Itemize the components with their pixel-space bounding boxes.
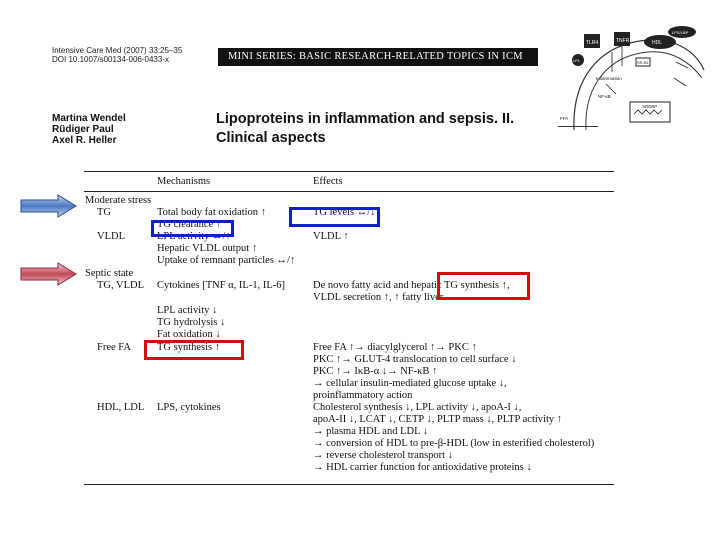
effect-cell: Cholesterol synthesis ↓, LPL activity ↓, apoA-I ↓, — [313, 402, 522, 413]
mechanism-cell: Uptake of remnant particles ↔/↑ — [157, 255, 296, 266]
row-label: VLDL — [97, 231, 125, 242]
row-group-heading: Septic state — [85, 268, 134, 279]
highlight-box-tg-synthesis-mechanism — [144, 340, 244, 360]
thumb-label-inflammation: Inflammation — [596, 76, 622, 81]
row-group-heading: Moderate stress — [85, 195, 152, 206]
row-label: TG — [97, 207, 111, 218]
mechanism-cell: LPL activity ↔/↑ — [157, 231, 231, 242]
mechanism-cell: Cytokines [TNF α, IL-1, IL-6] — [157, 280, 285, 291]
effect-cell: → conversion of HDL to pre-β-HDL (low in esterified cholesterol) — [313, 438, 595, 449]
effect-cell: Free FA ↑→ diacylglycerol ↑→ PKC ↑ — [313, 342, 477, 353]
mechanism-cell: TG hydrolysis ↓ — [157, 317, 226, 328]
author-2: Rüdiger Paul — [52, 124, 114, 135]
mechanism-cell: Fat oxidation ↓ — [157, 329, 221, 340]
effect-cell: De novo fatty acid and hepatic TG synthesis ↑, — [313, 280, 510, 291]
column-header-effects: Effects — [313, 176, 343, 187]
author-1: Martina Wendel — [52, 113, 126, 124]
thumb-label-lps: LPS/LBP — [672, 30, 689, 35]
effect-cell: → cellular insulin-mediated glucose uptake ↓, — [313, 378, 507, 389]
thumb-label-tlr4: TLR4 — [586, 40, 599, 46]
thumb-label-srb1: SR-B1 — [637, 60, 649, 65]
thumb-label-ffa: FFA — [560, 116, 569, 121]
series-banner: MINI SERIES: BASIC RESEARCH-RELATED TOPICS IN ICM — [218, 48, 538, 66]
highlight-box-tg-clearance — [151, 220, 234, 237]
thumb-label-lpl: LPL — [573, 58, 581, 63]
effect-cell: → HDL carrier function for antioxidative proteins ↓ — [313, 462, 532, 473]
arrow-right-icon-moderate-stress — [20, 194, 78, 218]
thumb-label-srebp: SREBP — [642, 104, 658, 109]
mechanism-cell: Hepatic VLDL output ↑ — [157, 243, 258, 254]
effect-cell: VLDL ↑ — [313, 231, 349, 242]
title-line-2: Clinical aspects — [216, 130, 326, 146]
row-label: HDL, LDL — [97, 402, 145, 413]
effect-cell: VLDL secretion ↑, ↑ fatty liver — [313, 292, 444, 303]
mechanism-cell: TG synthesis ↑ — [157, 342, 220, 353]
arrow-right-icon-septic-state — [20, 262, 78, 286]
effect-cell: TG levels ↔/↓ — [313, 207, 376, 218]
thumb-label-hdl: HDL — [652, 40, 663, 46]
effect-cell: apoA-II ↓, LCAT ↓, CETP ↓, PLTP mass ↓, PLTP activity ↑ — [313, 414, 562, 425]
highlight-box-tg-synthesis-effect — [437, 272, 530, 300]
mechanism-cell: TG clearance ↑ — [157, 219, 222, 230]
effect-cell: → reverse cholesterol transport ↓ — [313, 450, 453, 461]
effect-cell: → plasma HDL and LDL ↓ — [313, 426, 428, 437]
row-label: TG, VLDL — [97, 280, 145, 291]
thumb-label-nfkb: NF-κB — [598, 94, 611, 99]
effect-cell: PKC ↑→ IκB-α ↓→ NF-κB ↑ — [313, 366, 438, 377]
effect-cell: PKC ↑→ GLUT-4 translocation to cell surface ↓ — [313, 354, 517, 365]
journal-line-1: Intensive Care Med (2007) 33:25–35 — [52, 46, 183, 55]
mechanism-cell: LPL activity ↓ — [157, 305, 218, 316]
title-line-1: Lipoproteins in inflammation and sepsis. II. — [216, 111, 515, 127]
highlight-box-tg-levels — [289, 207, 380, 227]
column-header-mechanisms: Mechanisms — [157, 176, 211, 187]
row-label: Free FA — [97, 342, 131, 353]
journal-line-2: DOI 10.1007/s00134-006-0433-x — [52, 55, 169, 64]
thumb-label-tnfr: TNFR — [616, 38, 630, 44]
author-3: Axel R. Heller — [52, 135, 117, 146]
effect-cell: proinflammatory action — [313, 390, 413, 401]
mechanism-cell: LPS, cytokines — [157, 402, 221, 413]
mechanism-cell: Total body fat oxidation ↑ — [157, 207, 266, 218]
